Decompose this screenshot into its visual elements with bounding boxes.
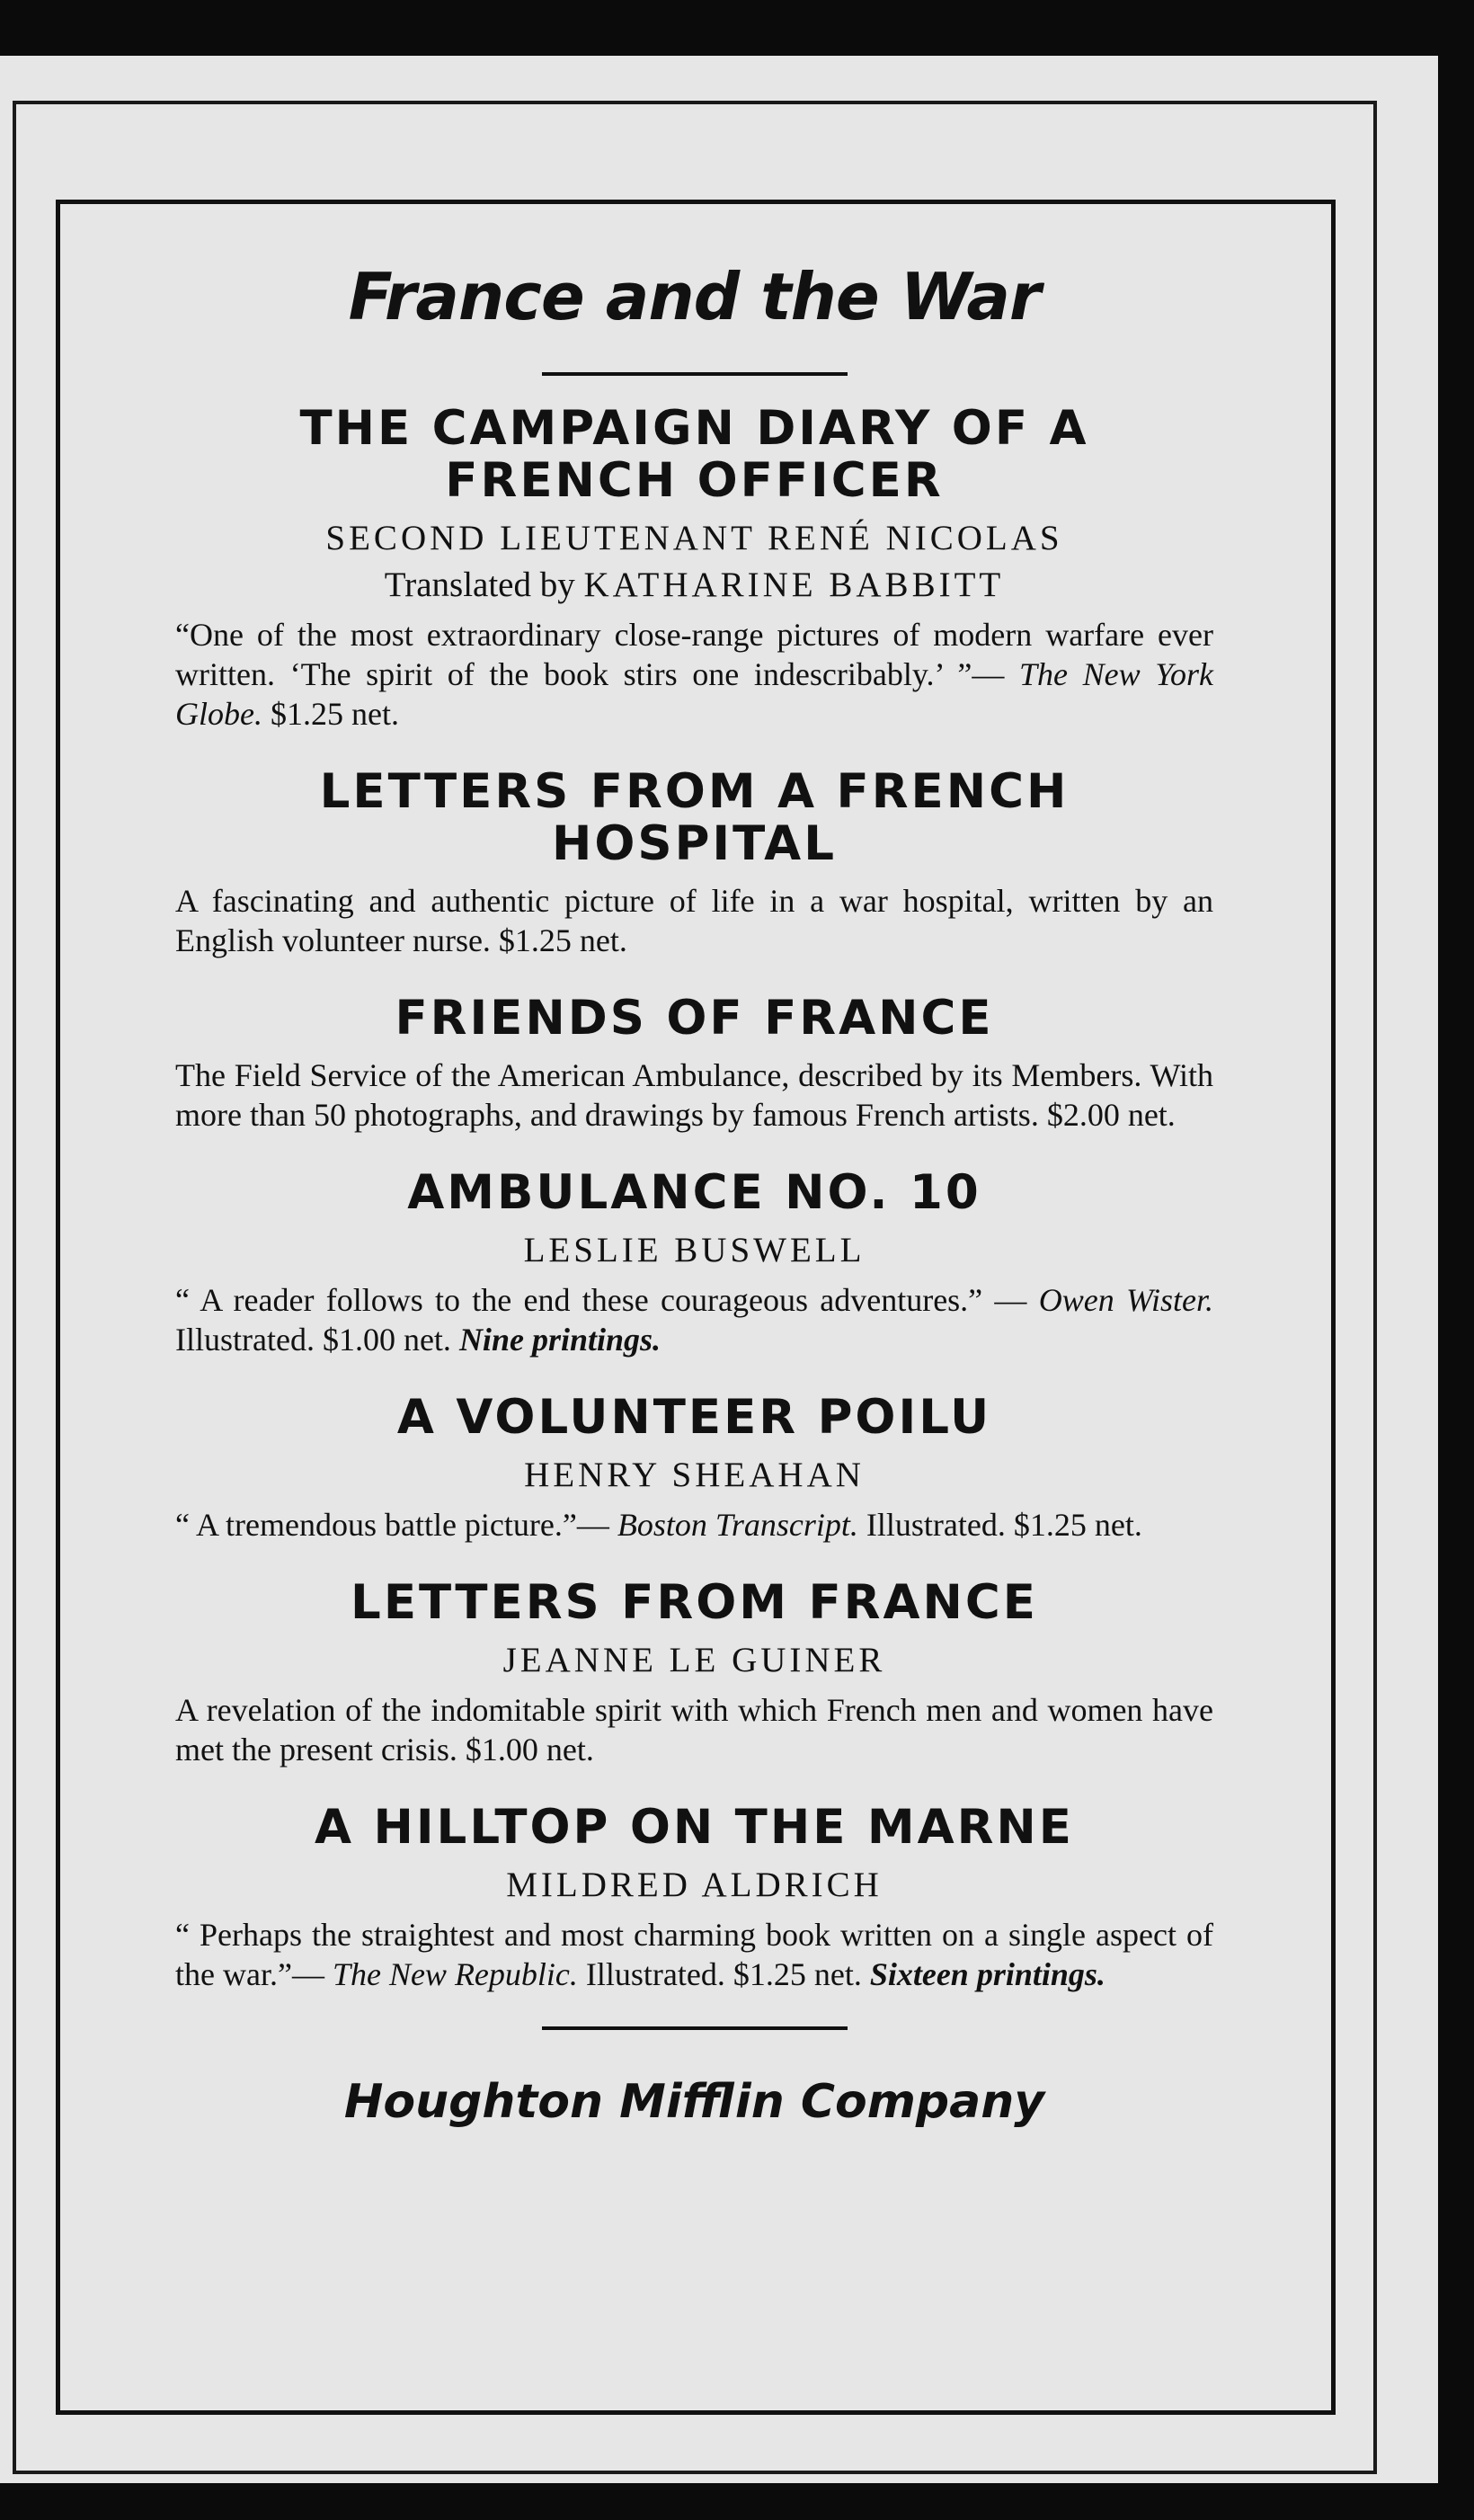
printings-note: Sixteen printings. [869, 1956, 1106, 1992]
book-title: AMBULANCE NO. 10 [407, 1165, 981, 1220]
book-title: FRIENDS OF FRANCE [395, 991, 994, 1046]
printings-note: Nine printings. [458, 1322, 662, 1358]
translator-prefix: Translated by [384, 565, 584, 604]
book-description [175, 1690, 1213, 1769]
book-description [175, 1505, 1213, 1545]
book-author: SECOND LIEUTENANT RENÉ NICOLAS [325, 519, 1063, 557]
description-text: “ Perhaps the straightest and most charming book written on a single aspect of the war.”— [175, 1917, 1213, 1992]
review-source: Boston Transcript. [617, 1507, 858, 1543]
book-translator [175, 565, 1213, 606]
book-author: JEANNE LE GUINER [502, 1641, 886, 1679]
book-price: $1.25 net. [262, 696, 399, 732]
book-entry [175, 1167, 1213, 1359]
review-source: The New Republic. [332, 1956, 578, 1992]
footer-divider [542, 2026, 848, 2030]
book-title: A VOLUNTEER POILU [396, 1390, 992, 1445]
description-text: A fascinating and authentic picture of life in a war hospital, written by an English volunteer nurse. $1.25 net. [175, 883, 1213, 958]
book-title: LETTERS FROM A FRENCH HOSPITAL [319, 764, 1070, 871]
description-text: “ A tremendous battle picture.”— [175, 1507, 617, 1543]
translator-name: KATHARINE BABBITT [583, 565, 1005, 604]
book-title: A HILLTOP ON THE MARNE [315, 1800, 1074, 1855]
book-entry [175, 993, 1213, 1135]
book-description [175, 615, 1213, 734]
description-text: “One of the most extraordinary close-range pictures of modern warfare ever written. ‘The spirit of the book stirs one indescribably.’ ”— [175, 617, 1213, 692]
description-text: “ A reader follows to the end these courageous adventures.” — [175, 1282, 1039, 1318]
book-entry [175, 1577, 1213, 1769]
book-entry [175, 1392, 1213, 1545]
book-author: MILDRED ALDRICH [506, 1866, 883, 1904]
review-source: The New York Globe. [175, 656, 1213, 732]
book-description [175, 1280, 1213, 1359]
review-source: Owen Wister. [1038, 1282, 1213, 1318]
book-description [175, 1915, 1213, 1994]
advertisement-content [175, 243, 1213, 2129]
book-price: Illustrated. $1.25 net. [577, 1956, 870, 1992]
book-title: LETTERS FROM FRANCE [351, 1575, 1038, 1630]
book-entry [175, 766, 1213, 960]
book-price: Illustrated. $1.25 net. [857, 1507, 1142, 1543]
publisher-name: Houghton Mifflin Company [343, 2075, 1045, 2129]
book-author: LESLIE BUSWELL [523, 1231, 866, 1269]
book-entry [175, 403, 1213, 734]
description-text: A revelation of the indomitable spirit with which French men and women have met the present crisis. $1.00 net. [175, 1692, 1213, 1768]
book-price: Illustrated. $1.00 net. [175, 1322, 459, 1358]
title-divider [542, 372, 848, 376]
book-title: THE CAMPAIGN DIARY OF A FRENCH OFFICER [299, 401, 1089, 508]
page-title: France and the War [348, 259, 1041, 334]
description-text: The Field Service of the American Ambulance, described by its Members. With more than 50 photographs, and drawings by famous French artists. $2.00 net. [175, 1057, 1213, 1133]
book-description [175, 881, 1213, 960]
book-description [175, 1055, 1213, 1135]
book-author: HENRY SHEAHAN [524, 1456, 865, 1494]
book-entry [175, 1802, 1213, 1994]
